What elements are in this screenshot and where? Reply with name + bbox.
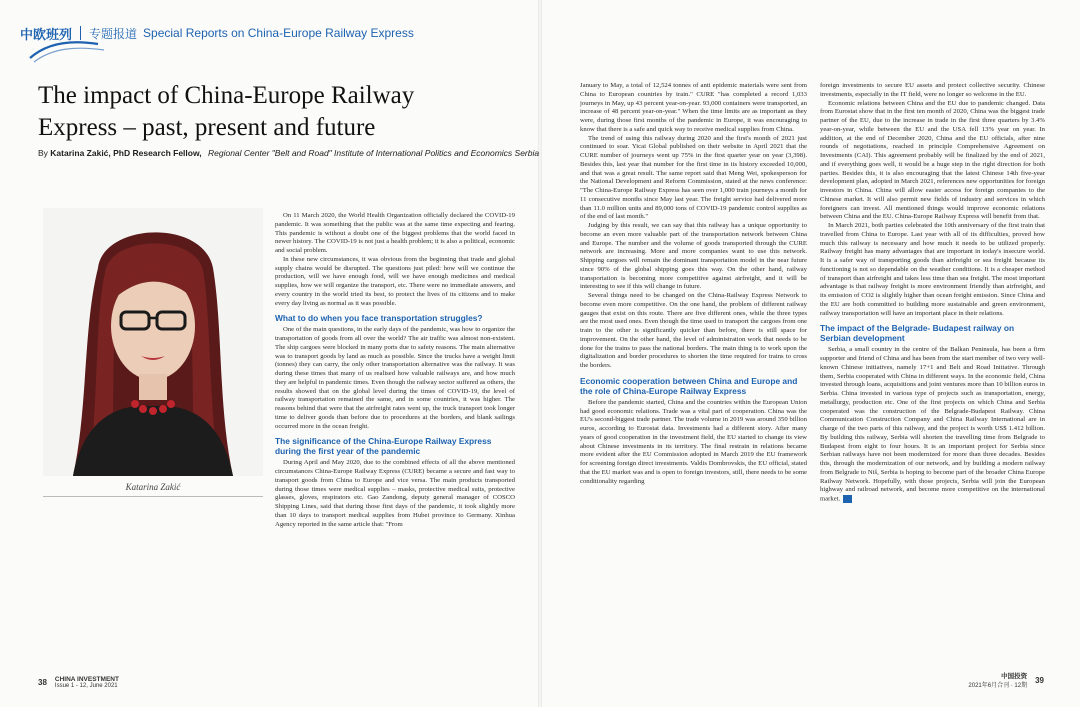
- paragraph: On 11 March 2020, the World Health Organization officially declared the COVID-19 pandemic. It was something that the public was at the same time expecting and fearing. This pandemic is without a doubt one of the biggest problems that the world faced in newer history. The COVID-19 is not just a health problem; it is also a political, economic and social problem.: [275, 212, 515, 254]
- byline-affiliation: Regional Center "Belt and Road" Institute of International Politics and Economics Serbia: [208, 148, 540, 158]
- paragraph: January to May, a total of 12,524 tonnes of anti epidemic materials were sent from China to European countries by train." CURE "has completed a record 1,033 journeys in May, up 43 percent year-on-year. 93,000 containers were transported, an increase of 48 percent year-on-year." When the time limits are as important as they were, during those first months of the pandemic in Europe, it was encouraging to know that there is a safe and quick way to receive medical supplies from China.: [580, 82, 807, 133]
- subheading: Economic cooperation between China and Europe and the role of China-Europe Railway Express: [580, 375, 798, 396]
- byline: [38, 148, 538, 158]
- swoosh-logo-icon: [28, 36, 108, 64]
- page-number-left: 38: [38, 678, 47, 687]
- publication-name-left: CHINA INVESTMENT: [54, 676, 119, 683]
- section-label-cn2: 专题报道: [89, 26, 138, 41]
- section-label-cn: 中欧班列: [20, 27, 73, 43]
- title-line-1: The impact of China-Europe Railway: [38, 82, 415, 109]
- page-number-right: 39: [1035, 675, 1044, 685]
- paragraph: Judging by this result, we can say that this railway has a unique opportunity to become an even more valuable part of the transportation network between China and Europe. The number and the volume of goods transported through the CURE network are increasing. More and more companies want to use this network. Shipping cargoes will remain the dominant transportation model in the near future since 90% of the global shipping goes this way. On the other hand, railway transportation is becoming more competitive against airfreight, and it will be interesting to see if this will change in future.: [580, 222, 807, 291]
- publication-name-right: 中国投资: [1001, 673, 1028, 680]
- caption-rule: [43, 496, 263, 497]
- paragraph: During April and May 2020, due to the combined effects of all the above mentioned circumstances China-Europe Railway Express (CURE) became a secure and fast way to transport goods from China to Europe and vice versa. The main products transported during those times were medical supplies – masks, protective medical suits, protective glasses, gloves, respirators etc. Gao Zandong, deputy general manager of COSCO Shipping Lines, said that during those first days of the pandemic, it took slightly more than 10 days to transport medical supplies from Hubei province to Germany. Xinhua Agency reported in the same article that: "From: [275, 459, 515, 528]
- publication-info-left: [55, 676, 119, 689]
- photo-caption: Katarina Zakić: [125, 482, 181, 492]
- paragraph: [820, 346, 1045, 504]
- footer-right: [968, 671, 1044, 689]
- paragraph: Economic relations between China and the EU due to pandemic changed. Data from Eurostat show that in the first ten month of 2020, China was the biggest trade partner of the EU, due to the increase in trade in the first three quarters by 3.4% year-on-year, while between the EU and the USA fell 13% year on year. In addition, at the end of December 2020, China and the EU officials, after nine rounds of negotiations, reached in principle Comprehensive Agreement on Investments (CAI). This agreement probably will be finalized by the end of 2021, and if everything goes well, it would be a huge step in the right direction for both parties. Besides this, it is also encouraging that the latest Chinese 14th five-year development plan, adopted in March 2021, references new opportunities for foreign investors in China. China will allow easier access for foreign companies to the Chinese market. It will also permit new fields of industry and services in which foreigners can invest. All mentioned things would improve economic relations between China and the EU. China-Europe Railway Express will benefit from that.: [820, 99, 1045, 221]
- issue-info-left: Issue 1 - 12, June 2021: [54, 683, 118, 689]
- page-spine: [538, 0, 542, 707]
- end-mark-icon: [843, 495, 852, 503]
- paragraph: The trend of using this railway during 2020 and the first's month of 2021 just continued to soar. Yicai Global published on their website in April 2021 that the CURE number of journeys went up 75% in the first quarter year on year (3,398). Besides this, last year that number for the first time in its history exceeded 10,000, and that was a great result. The same report said that Meng Wei, spokesperson for the National Development and Reform Commission, stated at the news conference: "The China-Europe Railway Express has seen over 1,000 train journeys a month for 11 consecutive months since May last year. The freight service had delivered more than 11.0 million units and 89,000 tons of COVID-19 pandemic control supplies as of the end of last month.": [580, 134, 807, 221]
- article-column-1: [275, 212, 515, 654]
- paragraph: In March 2021, both parties celebrated the 10th anniversary of the first train that travelled from China to Europe. Last year with all of its difficulties, proved how much this railway is necessary and how much it needs to be utilized properly. Railway freight has many advantages that are important in today's insecure world. It is a safer way of transporting goods than airfreight or sea freight because its functioning is not so dependable on the weather conditions. It is a cheaper method of transport than airfreight and takes less time than sea freight. The most important advantage is that railway freight is more environment friendly than airfreight, and its emission of CO2 is slightly higher than ocean freight emission. Since China and the EU are both committed to building more sustainable and green environment, railway transportation will have an important place in their relations.: [820, 222, 1045, 317]
- article-column-2: [580, 82, 807, 654]
- paragraph: Before the pandemic started, China and the countries within the European Union had good economic relations. Trade was a vital part of cooperation. China was the EU's second-biggest trade partner. The trade volume in 2019 was around 350 billion euros, according to Eurostat data. Investments had a different story. After many years of good cooperation in the investment field, the EU started to change its view about Chinese investments in its territory. The final restrain in relations became more evident after the EU Commission adopted in March 2019 the EU framework for screening foreign direct investments. Valdis Dombrovskis, the EU official, stated that the EU market was and is open to foreign investors, still, there needs to be some conditionality regarding: [580, 398, 807, 485]
- byline-author: Katarina Zakić, PhD Research Fellow,: [50, 148, 202, 158]
- subheading: The impact of the Belgrade- Budapest railway on Serbian development: [820, 323, 1015, 344]
- title-line-2: Express – past, present and future: [38, 114, 376, 141]
- byline-prefix: By: [38, 148, 48, 158]
- publication-info-right: [968, 671, 1027, 689]
- article-column-3: [820, 82, 1045, 654]
- article-title: [38, 80, 518, 144]
- paragraph: One of the main questions, in the early days of the pandemic, was how to organize the transportation of goods from all over the world? The air traffic was almost non-existent. The ship cargoes were blocked in many ports due to safety reasons. The main alternative was to transport goods by land as much as possible. Since the trucks have a weight limit (tonnes) they can carry, the only other transportation alternative was the railway. It was during these times that many of us realised how valuable railways are, and how much they are helpful in pandemic times. Even though the railway sector suffered as others, the results showed that on the global level during the times of COVID-19, the level of railway transportation remained the same, and in some countries, it was higher. The reasons behind that were that the airfreight rates went up, the truck transport took longer time to deliver goods than before due to procedures at the borders, and blank sailings occurred more in the ocean freight.: [275, 326, 515, 430]
- subheading: What to do when you face transportation struggles?: [275, 313, 483, 324]
- issue-info-right: 2021年6月合刊 · 12期: [968, 683, 1028, 689]
- paragraph: In these new circumstances, it was obvious from the beginning that trade and global supply chains would be disrupted. The questions just piled: how will we continue the production, will we have enough food, will we have enough medicines and medical supplies, how we will organize the transport, etc. There were no immediate answers, and every country in the world tried its best, to protect the lives of its citizens and to make every day living as normal as it was possible.: [275, 255, 515, 307]
- footer-left: [38, 676, 119, 689]
- author-portrait-illustration: [43, 208, 263, 476]
- section-label-en: Special Reports on China-Europe Railway Express: [143, 26, 414, 40]
- author-photo: [43, 208, 263, 476]
- paragraph-text: Serbia, a small country in the centre of the Balkan Peninsula, has been a firm supporter and friend of China and has been from the start member of two very well-known Chinese initiatives, namely 17+1 and Belt and Road Initiative. Through them, Serbia cooperated with China in different ways. In the economic field, China invested through loans, acquisitions and joint ventures more than 10 billion euros in Serbia. China invested in various type of projects such as transportation, energy, metallurgy, production etc. One of the first projects on which China and Serbia cooperated was the construction of the Belgrade-Budapest Railway. China Communication Construction Company and China Railway International are in charge of the two parts of this railway, and the project is worth US$ 1.412 billion. By building this railway, Serbia will shorten the travelling time from Belgrade to Budapest from eight to four hours. It is an important project for Serbia since Serbian railways have not been modernized for more than three decades. Besides this, through the modernization of our network, and by building a modern railway from Belgrade to Niš, Serbia is hoping to become part of the broader China Europe Railway Network. Hopefully, with those projects, Serbia will join the European highway and railroad network, and become more competitive on the international market.: [820, 346, 1045, 503]
- paragraph: foreign investments to secure EU assets and protect collective security. Chinese investments, especially in the IT field, were no longer so welcome in the EU.: [820, 82, 1045, 98]
- subheading: The significance of the China-Europe Railway Express during the first year of the pandemic: [275, 436, 492, 457]
- paragraph: Several things need to be changed on the China-Railway Express Network to become even more competitive. On the one hand, the problem of different railway gauges that exist on this route. There are five different ones, while the three types are the most used ones. Even though the time used to transport the cargoes from one train to the other is significantly quicker than before, there is still space for improvement. On the other hand, the level of administration work that needs to be done for the trains to pass the national borders. The main thing is to work upon the digitalization and border procedures to shorten the time required for trains to cross the borders.: [580, 292, 807, 369]
